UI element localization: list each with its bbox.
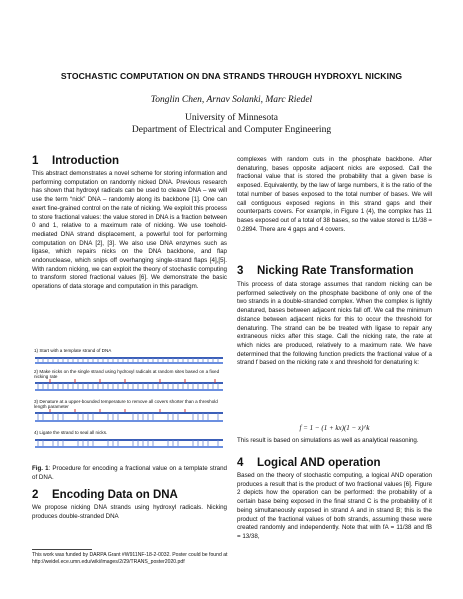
nicking-paragraph: This process of data storage assumes that random nicking can be performed selectively on the phosphate backbone of only one of the two strands in a double-stranded complex. When the complex is lightly denatured, bases between adjacent nicks fall off. We call the minimum distance between adjacent nicks for this to occur the threshold for denaturing. The strand can be be treated with ligase to repair any extraneous nicks after this stage. Call the nicking rate, the rate at which nicks are produced, relatively to a maximum rate. We have determined that the following function predicts the fractional value of a strand f based on the nicking rate x and threshold for denaturing k: — [237, 281, 432, 367]
figure-step-1: 1) Start with a template strand of DNA — [34, 348, 112, 353]
figure-step-2: 2) Make nicks on the single strand using hydroxyl radicals at random sites based on a fixed nicking rate — [34, 369, 220, 380]
section-number: 2 — [32, 489, 39, 501]
nicking-after-paragraph: This result is based on simulations as well as analytical reasoning. — [237, 437, 419, 444]
affiliation-department: Department of Electrical and Computer Engineering — [131, 124, 332, 135]
affiliation-university: University of Minnesota — [185, 113, 278, 123]
caption-label: Fig. 1 — [32, 465, 49, 472]
nicking-formula: f = 1 − (1 + kx)(1 − x)^k — [299, 424, 370, 432]
section-4-heading — [237, 457, 381, 469]
section-2-heading — [32, 489, 178, 501]
footnote: This work was funded by DARPA Grant #W911NF-18-2-0032. Poster could be found at http://weidel.ece.umn.edu/wiki/images/2/29/TRANS_poster2020.pdf — [32, 552, 228, 565]
figure-step-3: 3) Denature at a upper-bounded temperature to remove all covers shorter than a threshold length parameter — [34, 399, 218, 410]
affiliation — [0, 113, 463, 136]
logical-and-paragraph: Based on the theory of stochastic computing, a logical AND operation produces a result that is the product of two fractional values [6]. Figure 2 depicts how the operation can be performed: the probability of a certain base being exposed in the final strand C is the probability of it being simultaneously exposed in strand A and in strand B; this is the product of the fractional values of both strands, assuming these were created randomly and independently. Note that with fA = 11/38 and fB = 13/38, — [237, 472, 432, 540]
section-1-heading — [32, 155, 119, 167]
section-title: Encoding Data on DNA — [52, 489, 178, 501]
section-title: Introduction — [52, 155, 120, 167]
figure-1 — [32, 348, 227, 462]
figure-ticks — [32, 348, 227, 462]
section-title: Logical AND operation — [257, 457, 381, 469]
encoding-paragraph: We propose nicking DNA strands using hydroxyl radicals. Nicking produces double-stranded DNA — [32, 504, 227, 520]
section-3-heading — [237, 265, 414, 277]
section-title: Nicking Rate Transformation — [257, 265, 414, 277]
paper-title: STOCHASTIC COMPUTATION ON DNA STRANDS THROUGH HYDROXYL NICKING — [60, 71, 403, 81]
caption-text: : Procedure for encoding a fractional value on a template strand of DNA. — [32, 465, 227, 481]
footnote-rule — [32, 549, 92, 550]
section-number: 3 — [237, 265, 244, 277]
figure-1-caption — [32, 465, 227, 482]
section-number: 4 — [237, 457, 244, 469]
col2-intro-paragraph: complexes with random cuts in the phosphate backbone. After denaturing, bases opposite adjacent nicks are exposed. Call the fractional value that is stored the probability that a given base is exposed. Equivalently, by the law of large numbers, it is the ratio of the total number of bases exposed to the total number of bases. We will call contiguous exposed regions in this strand gaps and their counterparts covers. For example, in Figure 1 (4), the complex has 11 bases exposed out of a total of 38 bases, so the value stored is 11/38 ≈ 0.2894. There are 4 gaps and 4 covers. — [237, 156, 432, 233]
intro-paragraph: This abstract demonstrates a novel scheme for storing information and performing computation on randomly nicked DNA. Previous research has shown that hydroxyl radicals can be used to cleave DNA – we will use the term “nick” DNA – randomly along its backbone [1]. One can exert fine-grained control on the rate of nicking. We exploit this process to store fractional values: the value stored in DNA is a fraction between 0 and 1, relative to a maximum rate of nicking. We use toehold-mediated DNA strand displacement, a powerful tool for performing computation on DNA [2], [3]. We also use DNA enzymes such as ligase, which repairs nicks on the DNA backbone, and flap endonuclease, which snips off overhanging single-strand flaps [4],[5]. With random nicking, we can exploit the theory of stochastic computing to transform stored fractional values [6]. We demonstrate the basic operations of data storage and computation in this paradigm. — [32, 170, 227, 291]
figure-step-4: 4) Ligate the strand to seal all nicks. — [34, 430, 108, 435]
paper-authors: Tonglin Chen, Arnav Solanki, Marc Riedel — [150, 95, 313, 105]
section-number: 1 — [32, 155, 39, 167]
